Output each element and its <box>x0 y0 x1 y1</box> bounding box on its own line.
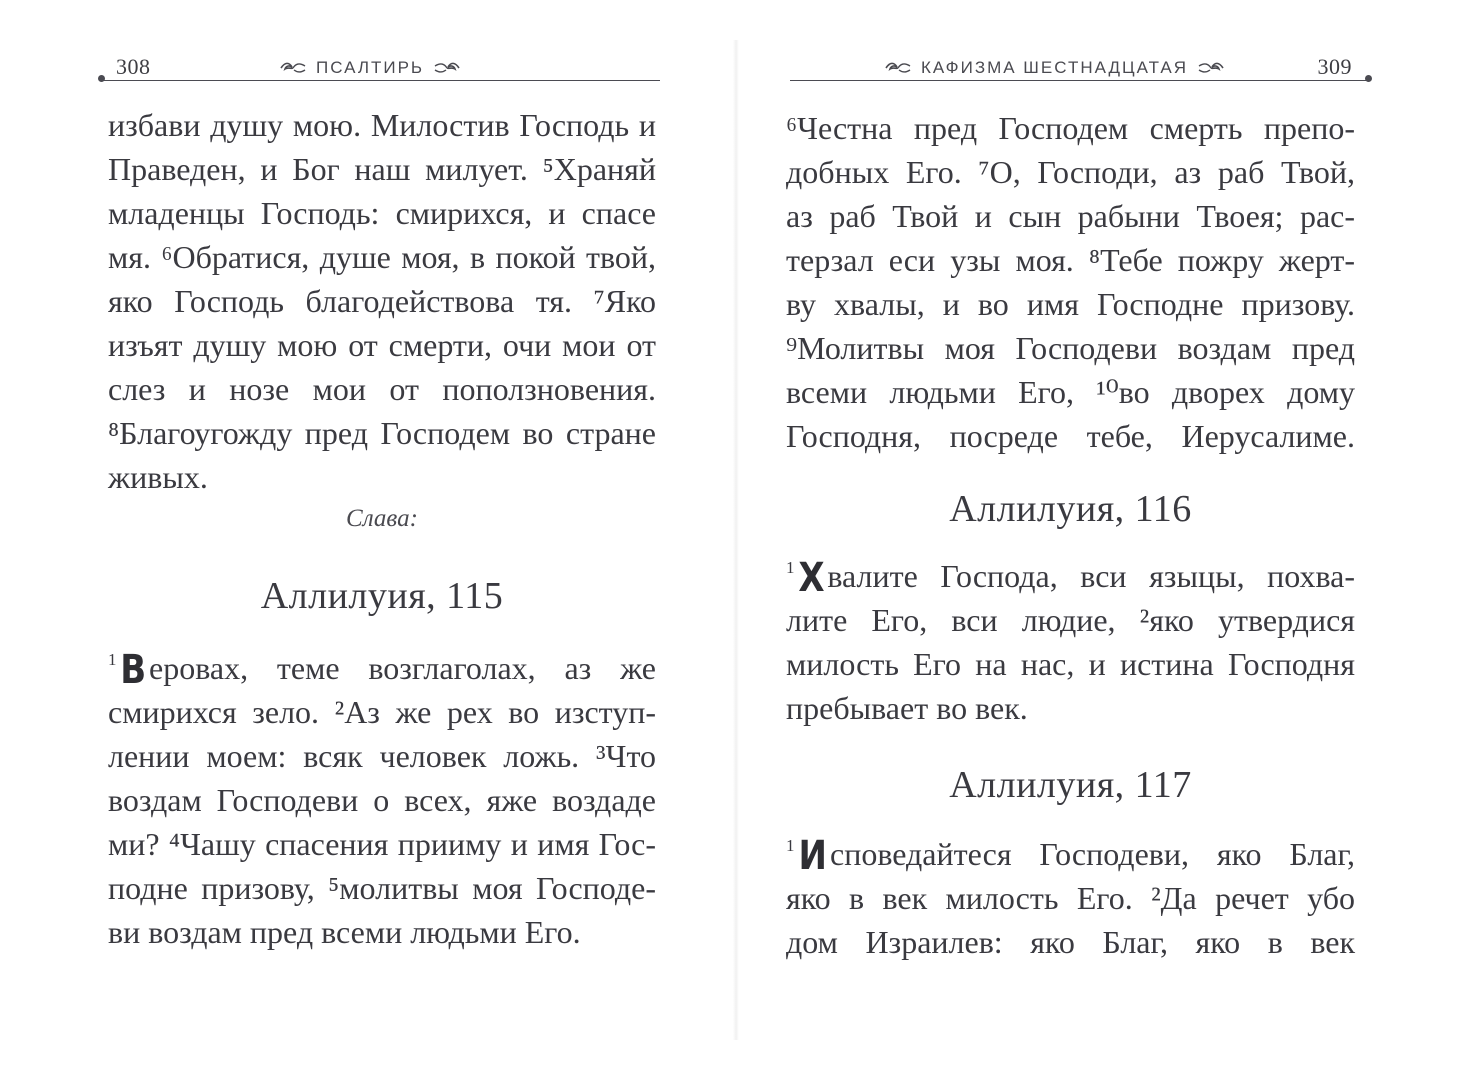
psalm-115-text <box>108 646 656 954</box>
verse-number: 1 <box>786 558 795 577</box>
text-line: аз раб Твой и сын рабыни Твоея; рас- <box>786 198 1355 234</box>
text-line: яко в век милость Его. ²Да речет убо <box>786 880 1355 916</box>
floral-ornament-icon <box>434 61 460 75</box>
header-rule <box>100 80 660 81</box>
text-line-rest: валите Господа, вси языцы, похва- <box>827 558 1355 594</box>
drop-initial: Х <box>797 555 825 601</box>
book-gutter <box>733 40 739 1040</box>
page-number: 309 <box>1317 54 1352 79</box>
drop-initial: В <box>119 647 146 693</box>
floral-ornament-icon <box>280 61 306 75</box>
text-line: пребывает во век. <box>786 690 1028 726</box>
floral-ornament-icon <box>885 61 911 75</box>
slava-rubric: Слава: <box>346 505 418 532</box>
text-line: лении моем: всяк человек ложь. ³Что <box>108 738 656 774</box>
text-line: смирихся зело. ²Аз же рех во изступ- <box>108 694 656 730</box>
right-page <box>740 0 1469 1080</box>
text-line: ву хвалы, и во имя Господне призову. <box>786 286 1355 322</box>
text-line: мя. ⁶Обратися, душе моя, в покой твой, <box>108 239 656 275</box>
text-line: живых. <box>108 459 208 495</box>
psalm-117-text <box>786 832 1355 964</box>
text-line: воздам Господеви о всех, яже воздаде <box>108 782 656 818</box>
text-line: изъят душу мою от смерти, очи мои от <box>108 327 656 363</box>
right-text-block <box>786 106 1355 458</box>
running-title <box>885 58 1224 78</box>
running-title <box>280 58 460 78</box>
left-text-block <box>108 103 656 499</box>
text-line: Господня, посреде тебе, Иерусалиме. <box>786 418 1355 454</box>
text-line: избави душу мою. Милостив Господь и <box>108 107 656 143</box>
text-line <box>786 832 1355 879</box>
text-line: слез и нозе мои от поползновения. <box>108 371 656 407</box>
text-line: ⁶Честна пред Господем смерть препо- <box>786 110 1355 146</box>
text-line: яко Господь благодействова тя. ⁷Яко <box>108 283 656 319</box>
text-line: Праведен, и Бог наш милует. ⁵Храняй <box>108 151 656 187</box>
text-line: младенцы Господь: смирихся, и спасе <box>108 195 656 231</box>
text-line-rest: еровах, теме возглаголах, аз же <box>149 650 656 686</box>
text-line: лите Его, вси людие, ²яко утвердися <box>786 602 1355 638</box>
floral-ornament-icon <box>1198 61 1224 75</box>
right-running-header <box>790 52 1370 92</box>
psalm-116-text <box>786 554 1355 730</box>
text-line <box>108 646 656 693</box>
text-line-rest: споведайтеся Господеви, яко Благ, <box>829 836 1355 872</box>
text-line: подне призову, ⁵молитвы моя Господе- <box>108 870 656 906</box>
running-title-text: ПСАЛТИРЬ <box>316 58 425 77</box>
running-title-text: КАФИЗМА ШЕСТНАДЦАТАЯ <box>921 58 1189 77</box>
header-rule <box>790 80 1370 81</box>
verse-number: 1 <box>786 836 795 855</box>
text-line: добных Его. ⁷О, Господи, аз раб Твой, <box>786 154 1355 190</box>
verse-number: 1 <box>108 650 117 669</box>
text-line: милость Его на нас, и истина Господня <box>786 646 1355 682</box>
left-running-header <box>100 52 660 92</box>
psalm-heading-115: Аллилуия, 115 <box>260 575 504 617</box>
page-number: 308 <box>116 54 151 79</box>
text-line: ⁸Благоугожду пред Господем во стране <box>108 415 656 451</box>
text-line: ми? ⁴Чашу спасения прииму и имя Гос- <box>108 826 656 862</box>
drop-initial: И <box>798 833 827 879</box>
psalm-heading-117: Аллилуия, 117 <box>949 764 1192 806</box>
text-line: дом Израилев: яко Благ, яко в век <box>786 924 1355 960</box>
psalm-heading-116: Аллилуия, 116 <box>949 488 1192 530</box>
text-line: всеми людьми Его, ¹⁰во дворех дому <box>786 374 1355 410</box>
text-line: ви воздам пред всеми людьми Его. <box>108 914 581 950</box>
text-line: ⁹Молитвы моя Господеви воздам пред <box>786 330 1355 366</box>
left-page <box>0 0 730 1080</box>
text-line: терзал еси узы моя. ⁸Тебе пожру жерт- <box>786 242 1355 278</box>
text-line <box>786 554 1355 601</box>
